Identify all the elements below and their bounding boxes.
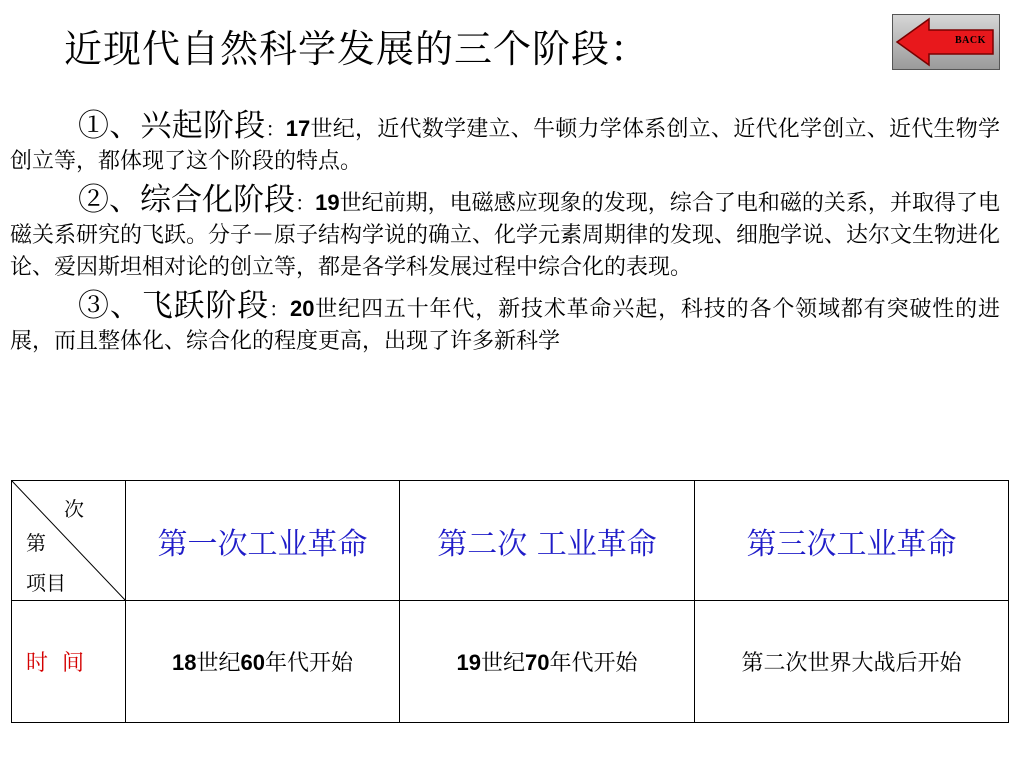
stage-3-colon: ： xyxy=(269,297,290,321)
stage-1-century: 17 xyxy=(285,116,311,141)
stage-2-text: 世纪前期，电磁感应现象的发现，综合了电和磁的关系，并取得了电磁关系研究的飞跃。分子－原子结构学说的确立、化学元素周期律的发现、细胞学说、达尔文生物进化论、爱因斯坦相对论的创立等，都是各学科发展过程中综合化的表现。 xyxy=(10,191,1001,280)
corner-label-di: 第 xyxy=(26,531,46,555)
stage-3-text: 世纪四五十年代，新技术革命兴起，科技的各个领域都有突破性的进展，而且整体化、综合化的程度更高，出现了许多新科学 xyxy=(10,297,1000,354)
stage-2-heading: ②、综合化阶段 xyxy=(78,182,296,218)
table-row-time xyxy=(12,601,1009,723)
stage-2-colon: ： xyxy=(295,191,316,215)
corner-label-ci: 次 xyxy=(64,497,84,521)
time-2-t2: 年代开始 xyxy=(549,651,638,676)
time-1-num1: 18 xyxy=(172,650,197,675)
table-header-row xyxy=(12,481,1009,601)
time-first-revolution xyxy=(126,601,400,723)
corner-cell xyxy=(12,481,126,601)
time-1-t1: 世纪 xyxy=(196,651,241,676)
stage-1-colon: ： xyxy=(265,117,286,141)
revolution-comparison-table xyxy=(11,480,1009,723)
back-button[interactable] xyxy=(892,14,1000,70)
time-1-num2: 60 xyxy=(240,650,265,675)
time-3-t1: 第二次世界大战后开始 xyxy=(741,651,962,676)
stage-3-century: 20 xyxy=(289,296,315,321)
time-1-t2: 年代开始 xyxy=(264,651,353,676)
time-2-num2: 70 xyxy=(525,650,550,675)
stage-2 xyxy=(10,184,1000,284)
time-label: 时间 xyxy=(12,601,126,723)
page-title: 近现代自然科学发展的三个阶段： xyxy=(64,27,650,71)
back-label: BACK xyxy=(955,35,986,46)
stage-1 xyxy=(10,110,1000,178)
time-2-num1: 19 xyxy=(456,650,481,675)
corner-label-xiangmu: 项目 xyxy=(26,571,66,595)
stage-2-century: 19 xyxy=(315,190,340,215)
stages-text xyxy=(10,110,1000,364)
stage-1-text: 世纪，近代数学建立、牛顿力学体系创立、近代化学创立、近代生物学创立等，都体现了这个阶段的特点。 xyxy=(10,117,1000,174)
stage-3-heading: ③、飞跃阶段 xyxy=(78,288,270,324)
time-third-revolution xyxy=(695,601,1009,723)
header-first-revolution: 第一次工业革命 xyxy=(126,481,400,601)
stage-1-heading: ①、兴起阶段 xyxy=(78,108,266,144)
time-2-t1: 世纪 xyxy=(480,651,525,676)
header-second-revolution: 第二次 工业革命 xyxy=(400,481,695,601)
stage-3 xyxy=(10,290,1000,358)
time-second-revolution xyxy=(400,601,695,723)
header-third-revolution: 第三次工业革命 xyxy=(695,481,1009,601)
